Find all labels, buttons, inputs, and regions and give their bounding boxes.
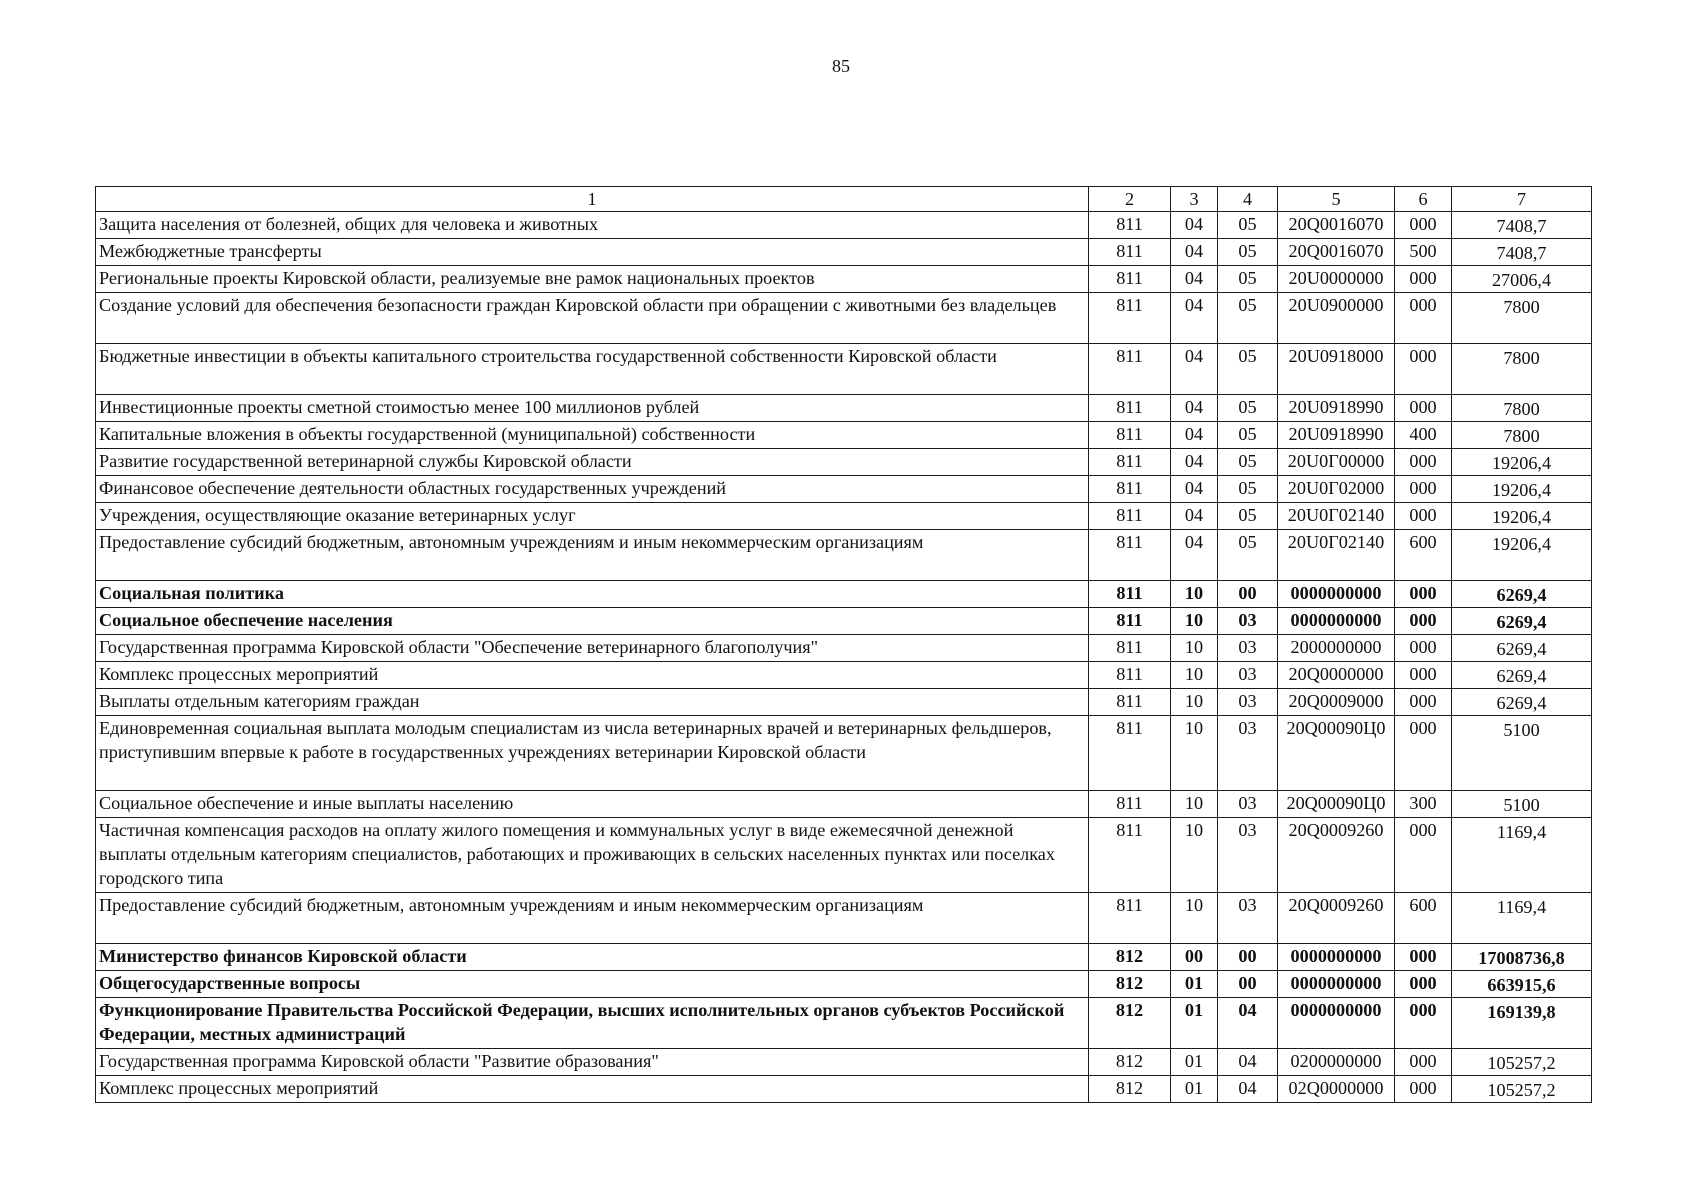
row-expense-type: 000 — [1395, 476, 1452, 503]
row-target-article: 20U0918000 — [1278, 344, 1395, 395]
row-expense-type: 000 — [1395, 449, 1452, 476]
table-header — [96, 187, 1592, 212]
budget-table — [95, 186, 1592, 1103]
row-target-article: 2000000000 — [1278, 635, 1395, 662]
row-admin-code: 811 — [1089, 239, 1171, 266]
table-row — [96, 689, 1592, 716]
row-subsection: 04 — [1218, 1049, 1278, 1076]
row-subsection: 05 — [1218, 422, 1278, 449]
row-amount: 6269,4 — [1452, 689, 1592, 716]
row-admin-code: 811 — [1089, 266, 1171, 293]
row-target-article: 20U0900000 — [1278, 293, 1395, 344]
row-name: Капитальные вложения в объекты государственной (муниципальной) собственности — [96, 422, 1089, 449]
row-name: Финансовое обеспечение деятельности областных государственных учреждений — [96, 476, 1089, 503]
row-subsection: 03 — [1218, 635, 1278, 662]
row-admin-code: 812 — [1089, 1076, 1171, 1103]
row-name: Бюджетные инвестиции в объекты капитального строительства государственной собственности Кировской области — [96, 344, 1089, 395]
row-name: Предоставление субсидий бюджетным, автономным учреждениям и иным некоммерческим организациям — [96, 893, 1089, 944]
row-section: 10 — [1171, 893, 1218, 944]
table-row — [96, 395, 1592, 422]
header-col-5: 5 — [1278, 187, 1395, 212]
header-col-1: 1 — [96, 187, 1089, 212]
row-amount: 19206,4 — [1452, 530, 1592, 581]
row-amount: 105257,2 — [1452, 1049, 1592, 1076]
row-name: Региональные проекты Кировской области, реализуемые вне рамок национальных проектов — [96, 266, 1089, 293]
row-expense-type: 300 — [1395, 791, 1452, 818]
row-admin-code: 811 — [1089, 635, 1171, 662]
row-expense-type: 000 — [1395, 1076, 1452, 1103]
row-section: 10 — [1171, 608, 1218, 635]
row-admin-code: 811 — [1089, 530, 1171, 581]
row-amount: 7800 — [1452, 422, 1592, 449]
table-row — [96, 422, 1592, 449]
row-name: Общегосударственные вопросы — [96, 971, 1089, 998]
row-expense-type: 600 — [1395, 893, 1452, 944]
row-amount: 6269,4 — [1452, 635, 1592, 662]
row-amount: 19206,4 — [1452, 476, 1592, 503]
row-section: 10 — [1171, 662, 1218, 689]
header-col-6: 6 — [1395, 187, 1452, 212]
row-amount: 105257,2 — [1452, 1076, 1592, 1103]
row-section: 04 — [1171, 422, 1218, 449]
row-admin-code: 811 — [1089, 716, 1171, 791]
row-section: 04 — [1171, 476, 1218, 503]
row-target-article: 20Q0000000 — [1278, 662, 1395, 689]
row-section: 04 — [1171, 503, 1218, 530]
row-section: 04 — [1171, 266, 1218, 293]
row-subsection: 05 — [1218, 503, 1278, 530]
row-name: Министерство финансов Кировской области — [96, 944, 1089, 971]
header-col-7: 7 — [1452, 187, 1592, 212]
table-row — [96, 791, 1592, 818]
row-section: 04 — [1171, 344, 1218, 395]
row-name: Предоставление субсидий бюджетным, автономным учреждениям и иным некоммерческим организациям — [96, 530, 1089, 581]
row-name: Комплекс процессных мероприятий — [96, 1076, 1089, 1103]
row-subsection: 05 — [1218, 344, 1278, 395]
row-amount: 17008736,8 — [1452, 944, 1592, 971]
row-amount: 6269,4 — [1452, 608, 1592, 635]
row-amount: 27006,4 — [1452, 266, 1592, 293]
table-row — [96, 266, 1592, 293]
row-section: 04 — [1171, 293, 1218, 344]
row-name: Учреждения, осуществляющие оказание ветеринарных услуг — [96, 503, 1089, 530]
row-name: Социальное обеспечение и иные выплаты населению — [96, 791, 1089, 818]
row-section: 10 — [1171, 818, 1218, 893]
row-admin-code: 811 — [1089, 581, 1171, 608]
row-expense-type: 000 — [1395, 635, 1452, 662]
row-target-article: 20U0Г00000 — [1278, 449, 1395, 476]
row-target-article: 20Q00090Ц0 — [1278, 716, 1395, 791]
row-amount: 1169,4 — [1452, 893, 1592, 944]
row-target-article: 20U0Г02140 — [1278, 530, 1395, 581]
row-target-article: 20U0Г02000 — [1278, 476, 1395, 503]
row-target-article: 02Q0000000 — [1278, 1076, 1395, 1103]
row-target-article: 0000000000 — [1278, 581, 1395, 608]
row-name: Выплаты отдельным категориям граждан — [96, 689, 1089, 716]
row-subsection: 05 — [1218, 476, 1278, 503]
table-row — [96, 662, 1592, 689]
row-amount: 7408,7 — [1452, 212, 1592, 239]
row-target-article: 20Q0016070 — [1278, 239, 1395, 266]
row-name: Социальное обеспечение населения — [96, 608, 1089, 635]
row-subsection: 05 — [1218, 395, 1278, 422]
row-subsection: 03 — [1218, 893, 1278, 944]
row-admin-code: 811 — [1089, 395, 1171, 422]
row-admin-code: 811 — [1089, 818, 1171, 893]
row-amount: 7800 — [1452, 395, 1592, 422]
row-amount: 7800 — [1452, 293, 1592, 344]
row-expense-type: 000 — [1395, 944, 1452, 971]
row-expense-type: 600 — [1395, 530, 1452, 581]
row-section: 04 — [1171, 395, 1218, 422]
row-section: 00 — [1171, 944, 1218, 971]
row-section: 01 — [1171, 1049, 1218, 1076]
row-name: Развитие государственной ветеринарной службы Кировской области — [96, 449, 1089, 476]
row-target-article: 20Q00090Ц0 — [1278, 791, 1395, 818]
table-row — [96, 503, 1592, 530]
row-subsection: 03 — [1218, 608, 1278, 635]
row-section: 04 — [1171, 212, 1218, 239]
row-section: 04 — [1171, 239, 1218, 266]
row-target-article: 20U0918990 — [1278, 395, 1395, 422]
row-name: Межбюджетные трансферты — [96, 239, 1089, 266]
row-subsection: 03 — [1218, 662, 1278, 689]
row-admin-code: 811 — [1089, 293, 1171, 344]
row-subsection: 03 — [1218, 818, 1278, 893]
row-subsection: 05 — [1218, 239, 1278, 266]
row-expense-type: 000 — [1395, 266, 1452, 293]
row-name: Функционирование Правительства Российской Федерации, высших исполнительных органов субъектов Российской Федерации, местных администраций — [96, 998, 1089, 1049]
row-amount: 663915,6 — [1452, 971, 1592, 998]
row-subsection: 03 — [1218, 716, 1278, 791]
row-name: Единовременная социальная выплата молодым специалистам из числа ветеринарных врачей и ветеринарных фельдшеров, приступившим впервые к работе в государственных учреждениях ветеринарии Кировской области — [96, 716, 1089, 791]
row-amount: 5100 — [1452, 791, 1592, 818]
row-target-article: 20Q0009260 — [1278, 893, 1395, 944]
row-subsection: 05 — [1218, 266, 1278, 293]
table-row — [96, 944, 1592, 971]
row-subsection: 03 — [1218, 689, 1278, 716]
row-expense-type: 000 — [1395, 344, 1452, 395]
row-name: Защита населения от болезней, общих для человека и животных — [96, 212, 1089, 239]
row-amount: 6269,4 — [1452, 662, 1592, 689]
row-name: Социальная политика — [96, 581, 1089, 608]
row-section: 04 — [1171, 449, 1218, 476]
row-admin-code: 811 — [1089, 476, 1171, 503]
row-target-article: 20Q0016070 — [1278, 212, 1395, 239]
row-name: Создание условий для обеспечения безопасности граждан Кировской области при обращении с животными без владельцев — [96, 293, 1089, 344]
row-section: 10 — [1171, 791, 1218, 818]
table-row — [96, 971, 1592, 998]
row-admin-code: 812 — [1089, 998, 1171, 1049]
row-expense-type: 000 — [1395, 689, 1452, 716]
table-row — [96, 344, 1592, 395]
row-admin-code: 811 — [1089, 608, 1171, 635]
row-target-article: 0000000000 — [1278, 944, 1395, 971]
table-row — [96, 1049, 1592, 1076]
row-expense-type: 000 — [1395, 608, 1452, 635]
row-admin-code: 812 — [1089, 944, 1171, 971]
row-expense-type: 000 — [1395, 395, 1452, 422]
row-amount: 6269,4 — [1452, 581, 1592, 608]
row-amount: 1169,4 — [1452, 818, 1592, 893]
row-admin-code: 812 — [1089, 971, 1171, 998]
row-target-article: 20U0Г02140 — [1278, 503, 1395, 530]
row-section: 01 — [1171, 998, 1218, 1049]
row-subsection: 05 — [1218, 293, 1278, 344]
row-target-article: 0000000000 — [1278, 608, 1395, 635]
row-amount: 7800 — [1452, 344, 1592, 395]
row-amount: 19206,4 — [1452, 449, 1592, 476]
table-row — [96, 998, 1592, 1049]
row-subsection: 00 — [1218, 581, 1278, 608]
row-expense-type: 000 — [1395, 998, 1452, 1049]
row-subsection: 05 — [1218, 530, 1278, 581]
row-admin-code: 811 — [1089, 689, 1171, 716]
row-target-article: 0200000000 — [1278, 1049, 1395, 1076]
row-amount: 7408,7 — [1452, 239, 1592, 266]
row-section: 10 — [1171, 716, 1218, 791]
header-col-2: 2 — [1089, 187, 1171, 212]
row-name: Инвестиционные проекты сметной стоимостью менее 100 миллионов рублей — [96, 395, 1089, 422]
row-expense-type: 000 — [1395, 293, 1452, 344]
row-name: Государственная программа Кировской области "Обеспечение ветеринарного благополучия" — [96, 635, 1089, 662]
page-number: 85 — [832, 56, 850, 76]
row-name: Частичная компенсация расходов на оплату жилого помещения и коммунальных услуг в виде ежемесячной денежной выплаты отдельным категориям специалистов, работающих и проживающих в сельских населенных пунктах или поселках городского типа — [96, 818, 1089, 893]
row-expense-type: 400 — [1395, 422, 1452, 449]
table-row — [96, 239, 1592, 266]
row-target-article: 20Q0009260 — [1278, 818, 1395, 893]
row-subsection: 03 — [1218, 791, 1278, 818]
table-row — [96, 635, 1592, 662]
row-section: 10 — [1171, 581, 1218, 608]
header-row — [96, 187, 1592, 212]
header-col-4: 4 — [1218, 187, 1278, 212]
row-subsection: 05 — [1218, 212, 1278, 239]
row-name: Государственная программа Кировской области "Развитие образования" — [96, 1049, 1089, 1076]
row-amount: 169139,8 — [1452, 998, 1592, 1049]
row-expense-type: 000 — [1395, 1049, 1452, 1076]
table-row — [96, 893, 1592, 944]
row-target-article: 0000000000 — [1278, 971, 1395, 998]
row-admin-code: 811 — [1089, 893, 1171, 944]
header-col-3: 3 — [1171, 187, 1218, 212]
row-target-article: 20Q0009000 — [1278, 689, 1395, 716]
row-expense-type: 000 — [1395, 818, 1452, 893]
row-admin-code: 811 — [1089, 422, 1171, 449]
table-body — [96, 212, 1592, 1103]
row-subsection: 05 — [1218, 449, 1278, 476]
row-section: 01 — [1171, 971, 1218, 998]
table-row — [96, 716, 1592, 791]
row-amount: 5100 — [1452, 716, 1592, 791]
table-row — [96, 1076, 1592, 1103]
table-row — [96, 581, 1592, 608]
table-row — [96, 449, 1592, 476]
row-section: 10 — [1171, 635, 1218, 662]
table-row — [96, 608, 1592, 635]
row-expense-type: 000 — [1395, 503, 1452, 530]
table-row — [96, 530, 1592, 581]
table-row — [96, 818, 1592, 893]
row-expense-type: 000 — [1395, 581, 1452, 608]
row-admin-code: 811 — [1089, 344, 1171, 395]
row-admin-code: 812 — [1089, 1049, 1171, 1076]
row-expense-type: 000 — [1395, 716, 1452, 791]
row-target-article: 0000000000 — [1278, 998, 1395, 1049]
table-row — [96, 293, 1592, 344]
table-row — [96, 212, 1592, 239]
row-section: 04 — [1171, 530, 1218, 581]
row-target-article: 20U0000000 — [1278, 266, 1395, 293]
row-target-article: 20U0918990 — [1278, 422, 1395, 449]
row-expense-type: 000 — [1395, 971, 1452, 998]
row-section: 10 — [1171, 689, 1218, 716]
row-admin-code: 811 — [1089, 662, 1171, 689]
row-section: 01 — [1171, 1076, 1218, 1103]
row-name: Комплекс процессных мероприятий — [96, 662, 1089, 689]
row-expense-type: 000 — [1395, 212, 1452, 239]
row-amount: 19206,4 — [1452, 503, 1592, 530]
row-admin-code: 811 — [1089, 503, 1171, 530]
row-admin-code: 811 — [1089, 212, 1171, 239]
row-subsection: 00 — [1218, 971, 1278, 998]
row-expense-type: 000 — [1395, 662, 1452, 689]
row-admin-code: 811 — [1089, 449, 1171, 476]
row-admin-code: 811 — [1089, 791, 1171, 818]
table-row — [96, 476, 1592, 503]
row-subsection: 00 — [1218, 944, 1278, 971]
row-subsection: 04 — [1218, 998, 1278, 1049]
row-subsection: 04 — [1218, 1076, 1278, 1103]
row-expense-type: 500 — [1395, 239, 1452, 266]
